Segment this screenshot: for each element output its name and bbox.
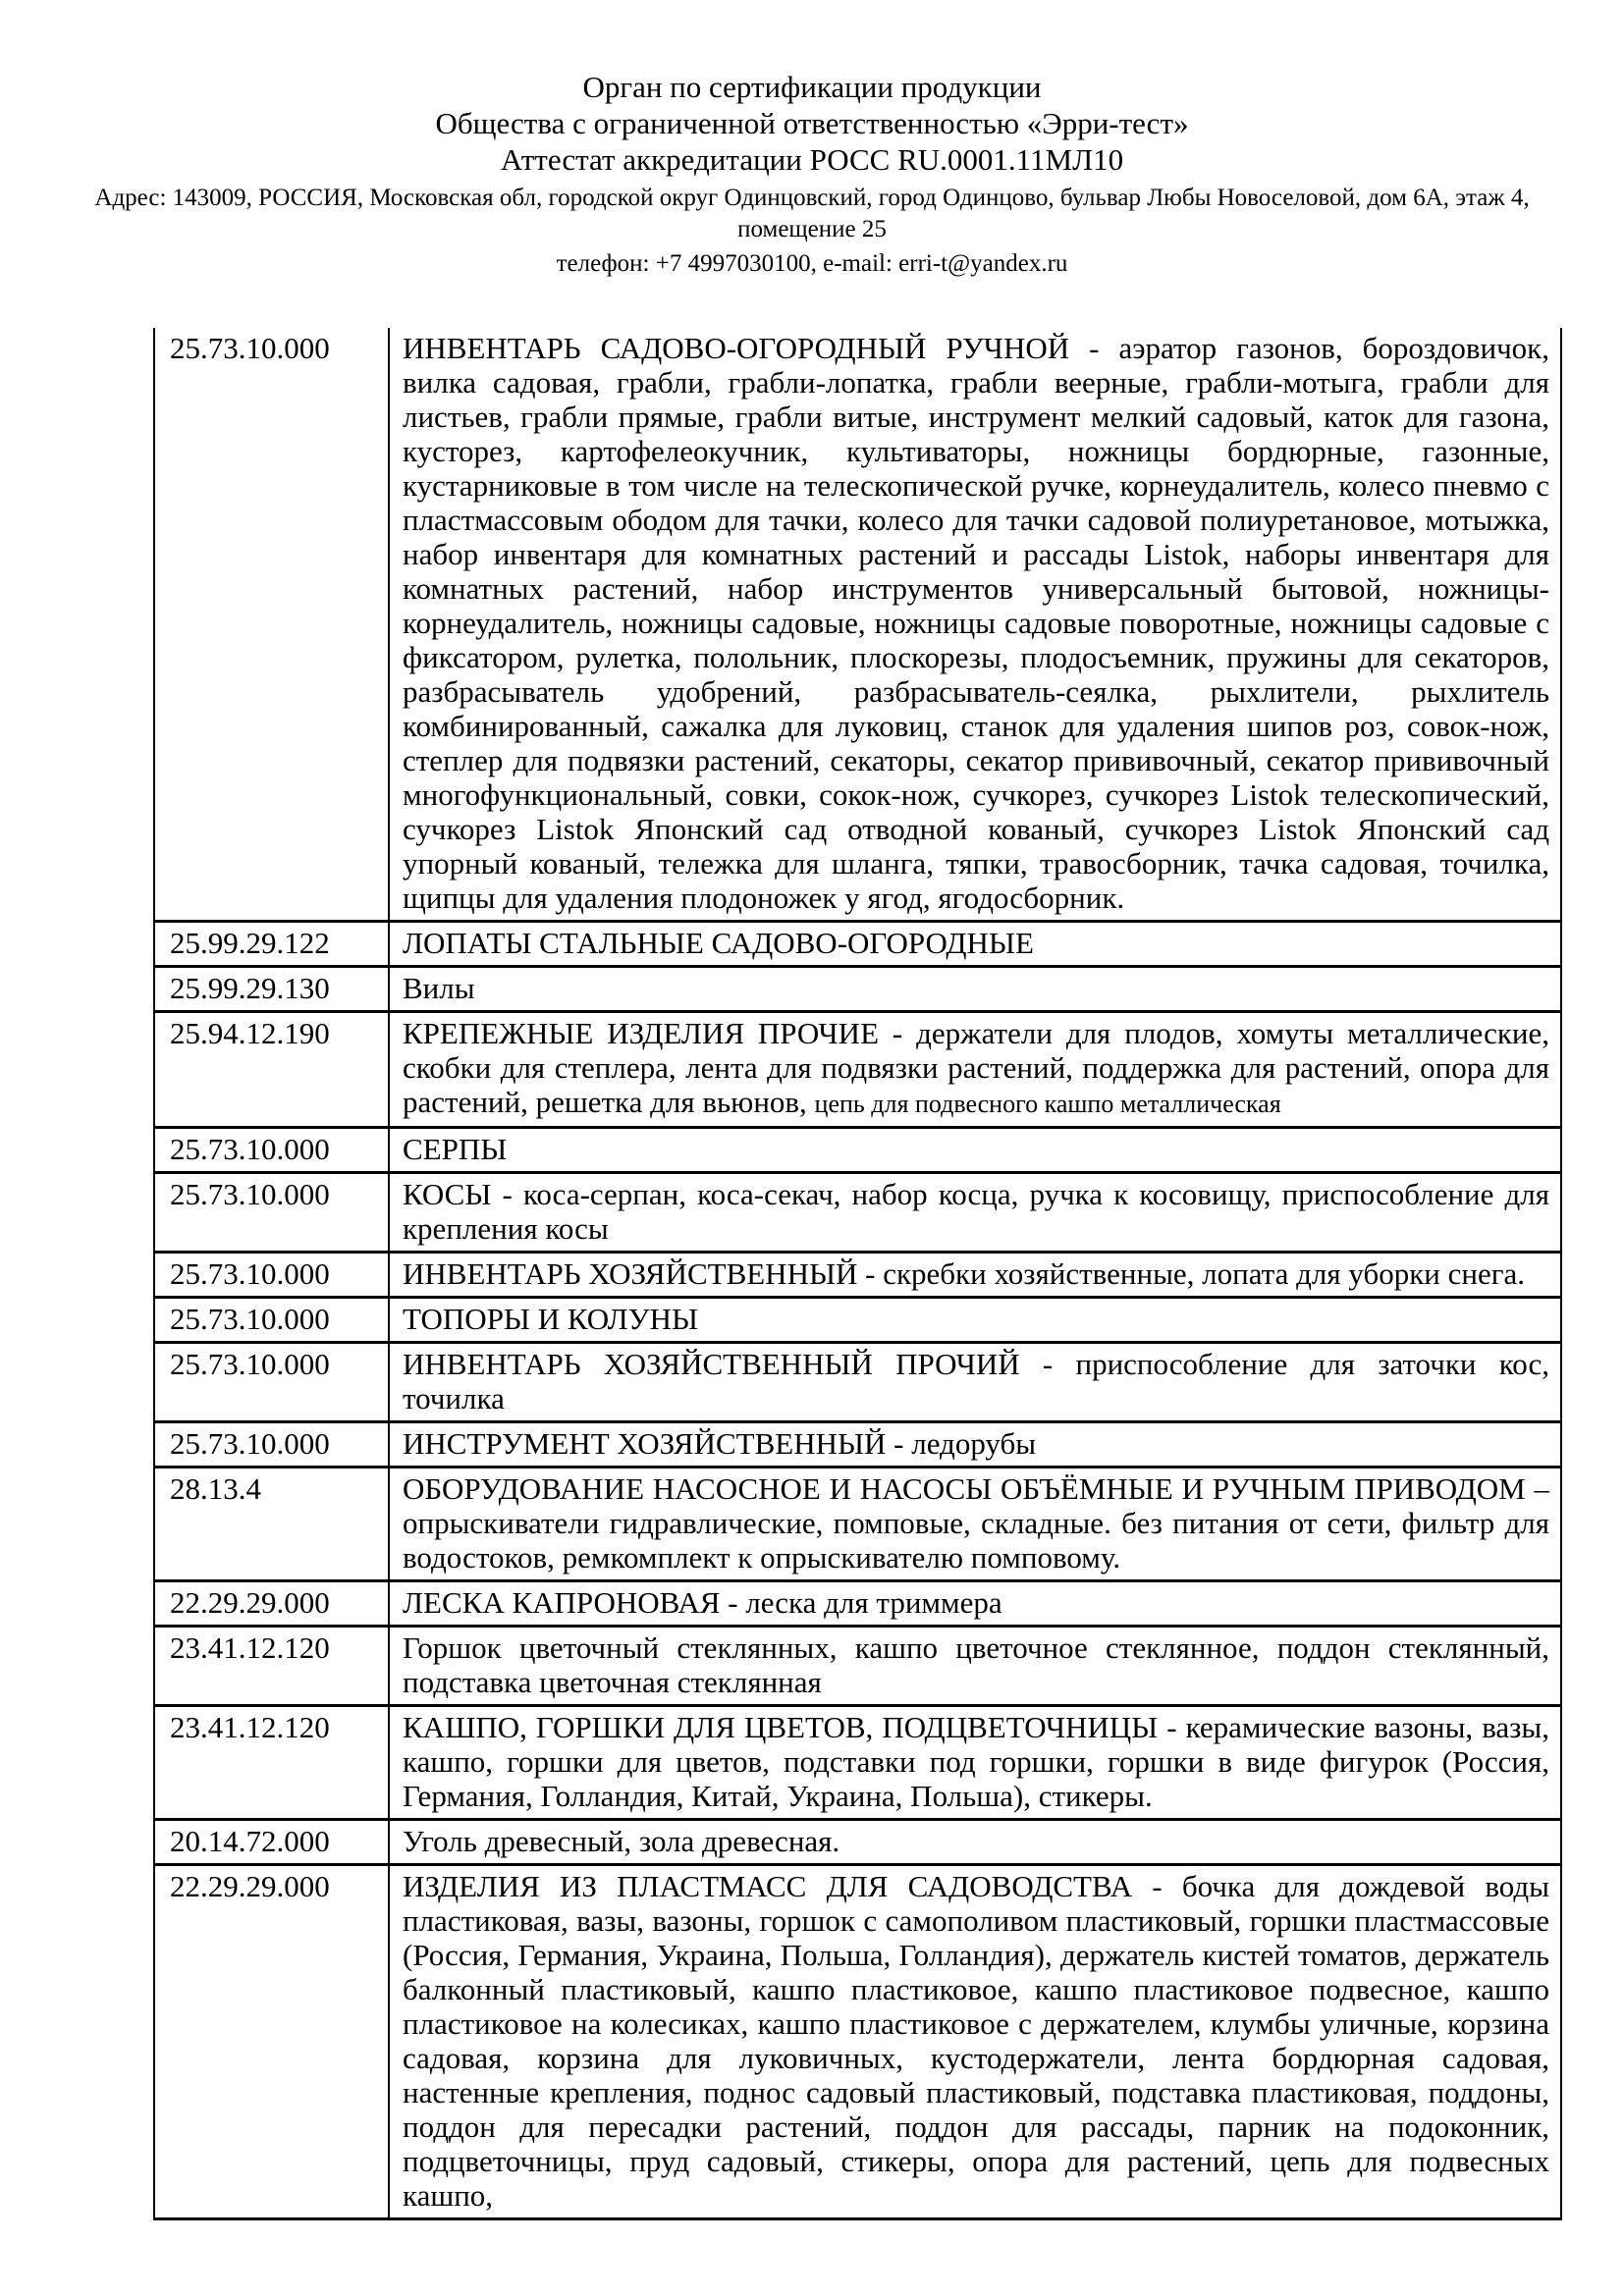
table-row bbox=[154, 1627, 1561, 1706]
description-segment: Вилы bbox=[403, 971, 475, 1005]
table-row bbox=[154, 328, 1561, 922]
product-description-cell bbox=[389, 922, 1561, 967]
table-row bbox=[154, 922, 1561, 967]
product-code-cell: 25.99.29.122 bbox=[154, 922, 389, 967]
product-code-cell: 25.73.10.000 bbox=[154, 1173, 389, 1253]
table-row bbox=[154, 1581, 1561, 1627]
table-row bbox=[154, 1128, 1561, 1173]
product-code-cell: 23.41.12.120 bbox=[154, 1706, 389, 1820]
products-table bbox=[153, 328, 1562, 2220]
table-row bbox=[154, 1865, 1561, 2219]
description-segment: ИНСТРУМЕНТ ХОЗЯЙСТВЕННЫЙ - ледорубы bbox=[403, 1426, 1037, 1461]
product-description-cell bbox=[389, 1468, 1561, 1581]
description-segment: КРЕПЕЖНЫЕ ИЗДЕЛИЯ ПРОЧИЕ - держатели для плодов, хомуты металлические, скобки для степлера, лента для подвязки растений, поддержка для растений, опора для растений, решетка для вьюнов, bbox=[403, 1016, 1549, 1119]
product-code-cell: 28.13.4 bbox=[154, 1468, 389, 1581]
header-org-line: Орган по сертификации продукции bbox=[582, 70, 1042, 104]
product-code-cell: 23.41.12.120 bbox=[154, 1627, 389, 1706]
product-description-cell bbox=[389, 1581, 1561, 1627]
description-segment: ИНВЕНТАРЬ САДОВО-ОГОРОДНЫЙ РУЧНОЙ - аэратор газонов, бороздовичок, вилка садовая, грабли, грабли-лопатка, грабли веерные, грабли-мотыга, грабли для листьев, грабли прямые, грабли витые, инструмент мелкий садовый, каток для газона, кусторез, картофелеокучник, культиваторы, ножницы бордюрные, газонные, кустарниковые в том числе на телескопической ручке, корнеудалитель, колесо пневмо с пластмассовым ободом для тачки, колесо для тачки садовой полиуретановое, мотыжка, набор инвентаря для комнатных растений и рассады Listok, наборы инвентаря для комнатных растений, набор инструментов универсальный бытовой, ножницы-корнеудалитель, ножницы садовые, ножницы садовые поворотные, ножницы садовые с фиксатором, рулетка, полольник, плоскорезы, плодосъемник, пружины для секаторов, разбрасыватель удобрений, разбрасыватель-сеялка, рыхлители, рыхлитель комбинированный, сажалка для луковиц, станок для удаления шипов роз, совок-нож, степлер для подвязки растений, секаторы, секатор прививочный, секатор прививочный многофункциональный, совки, сокок-нож, сучкорез, сучкорез Listok телескопический, сучкорез Listok Японский сад отводной кованый, сучкорез Listok Японский сад упорный кованый, тележка для шланга, тяпки, травосборник, тачка садовая, точилка, щипцы для удаления плодоножек у ягод, ягодосборник. bbox=[403, 331, 1549, 915]
header-address-line1: Адрес: 143009, РОССИЯ, Московская обл, городской округ Одинцовский, город Одинцово, бульвар Любы Новоселовой, дом 6А, этаж 4, bbox=[94, 185, 1530, 211]
product-description-cell bbox=[389, 1706, 1561, 1820]
document-header bbox=[0, 0, 1624, 280]
product-code-cell: 25.73.10.000 bbox=[154, 1253, 389, 1298]
description-segment: КАШПО, ГОРШКИ ДЛЯ ЦВЕТОВ, ПОДЦВЕТОЧНИЦЫ - керамические вазоны, вазы, кашпо, горшки для цветов, подставки под горшки, горшки в виде фигурок (Россия, Германия, Голландия, Китай, Украина, Польша), стикеры. bbox=[403, 1710, 1549, 1813]
table-row bbox=[154, 1468, 1561, 1581]
product-code-cell: 25.99.29.130 bbox=[154, 967, 389, 1012]
product-description-cell bbox=[389, 1128, 1561, 1173]
description-segment: ИНВЕНТАРЬ ХОЗЯЙСТВЕННЫЙ - скребки хозяйственные, лопата для уборки снега. bbox=[403, 1256, 1525, 1291]
product-code-cell: 25.73.10.000 bbox=[154, 328, 389, 922]
description-segment: цепь для подвесного кашпо металлическая bbox=[814, 1090, 1281, 1118]
product-description-cell bbox=[389, 1820, 1561, 1865]
description-segment: Уголь древесный, зола древесная. bbox=[403, 1824, 840, 1858]
description-segment: ИЗДЕЛИЯ ИЗ ПЛАСТМАСС ДЛЯ САДОВОДСТВА - бочка для дождевой воды пластиковая, вазы, вазоны, горшок с самополивом пластиковый, горшки пластмассовые (Россия, Германия, Украина, Польша, Голландия), держатель кистей томатов, держатель балконный пластиковый, кашпо пластиковое, кашпо пластиковое подвесное, кашпо пластиковое на колесиках, кашпо пластиковое с держателем, клумбы уличные, корзина садовая, корзина для луковичных, кустодержатели, лента бордюрная садовая, настенные крепления, поднос садовый пластиковый, подставка пластиковая, поддоны, поддон для пересадки растений, поддон для рассады, парник на подоконник, подцветочницы, пруд садовый, стикеры, опора для растений, цепь для подвесных кашпо, bbox=[403, 1869, 1549, 2213]
table-row bbox=[154, 967, 1561, 1012]
product-code-cell: 25.94.12.190 bbox=[154, 1012, 389, 1128]
header-company-line: Общества с ограниченной ответственностью «Эрри-тест» bbox=[435, 106, 1189, 140]
product-code-cell: 25.73.10.000 bbox=[154, 1298, 389, 1343]
product-code-cell: 25.73.10.000 bbox=[154, 1343, 389, 1422]
description-segment: СЕРПЫ bbox=[403, 1132, 508, 1166]
product-code-cell: 22.29.29.000 bbox=[154, 1581, 389, 1627]
table-row bbox=[154, 1706, 1561, 1820]
table-row bbox=[154, 1173, 1561, 1253]
table-row bbox=[154, 1012, 1561, 1128]
product-description-cell bbox=[389, 1253, 1561, 1298]
header-attestation-line: Аттестат аккредитации РОСС RU.0001.11МЛ10 bbox=[500, 142, 1124, 177]
table-row bbox=[154, 1343, 1561, 1422]
description-segment: ИНВЕНТАРЬ ХОЗЯЙСТВЕННЫЙ ПРОЧИЙ - приспособление для заточки кос, точилка bbox=[403, 1347, 1549, 1415]
description-segment: КОСЫ - коса-серпан, коса-секач, набор косца, ручка к косовищу, приспособление для крепления косы bbox=[403, 1177, 1549, 1246]
description-segment: ЛОПАТЫ СТАЛЬНЫЕ САДОВО-ОГОРОДНЫЕ bbox=[403, 926, 1034, 960]
description-segment: ТОПОРЫ И КОЛУНЫ bbox=[403, 1302, 698, 1336]
table-row bbox=[154, 1820, 1561, 1865]
product-code-cell: 25.73.10.000 bbox=[154, 1128, 389, 1173]
product-description-cell bbox=[389, 1012, 1561, 1128]
description-segment: Горшок цветочный стеклянных, кашпо цветочное стеклянное, поддон стеклянный, подставка цветочная стеклянная bbox=[403, 1630, 1549, 1699]
product-description-cell bbox=[389, 1627, 1561, 1706]
product-description-cell bbox=[389, 1343, 1561, 1422]
product-code-cell: 25.73.10.000 bbox=[154, 1422, 389, 1468]
table-row bbox=[154, 1298, 1561, 1343]
table-row bbox=[154, 1253, 1561, 1298]
product-description-cell bbox=[389, 967, 1561, 1012]
product-code-cell: 20.14.72.000 bbox=[154, 1820, 389, 1865]
description-segment: ЛЕСКА КАПРОНОВАЯ - леска для триммера bbox=[403, 1585, 1002, 1620]
product-description-cell bbox=[389, 328, 1561, 922]
description-segment: ОБОРУДОВАНИЕ НАСОСНОЕ И НАСОСЫ ОБЪЁМНЫЕ И РУЧНЫМ ПРИВОДОМ – опрыскиватели гидравлические, помповые, складные. без питания от сети, фильтр для водостоков, ремкомплект к опрыскивателю помповому. bbox=[403, 1471, 1549, 1575]
product-description-cell bbox=[389, 1298, 1561, 1343]
header-contact-line: телефон: +7 4997030100, e-mail: erri-t@yandex.ru bbox=[556, 250, 1068, 277]
product-description-cell bbox=[389, 1173, 1561, 1253]
table-row bbox=[154, 1422, 1561, 1468]
product-description-cell bbox=[389, 1865, 1561, 2219]
product-description-cell bbox=[389, 1422, 1561, 1468]
header-address-line2: помещение 25 bbox=[737, 216, 887, 242]
products-table-body bbox=[154, 328, 1561, 2219]
product-code-cell: 22.29.29.000 bbox=[154, 1865, 389, 2219]
